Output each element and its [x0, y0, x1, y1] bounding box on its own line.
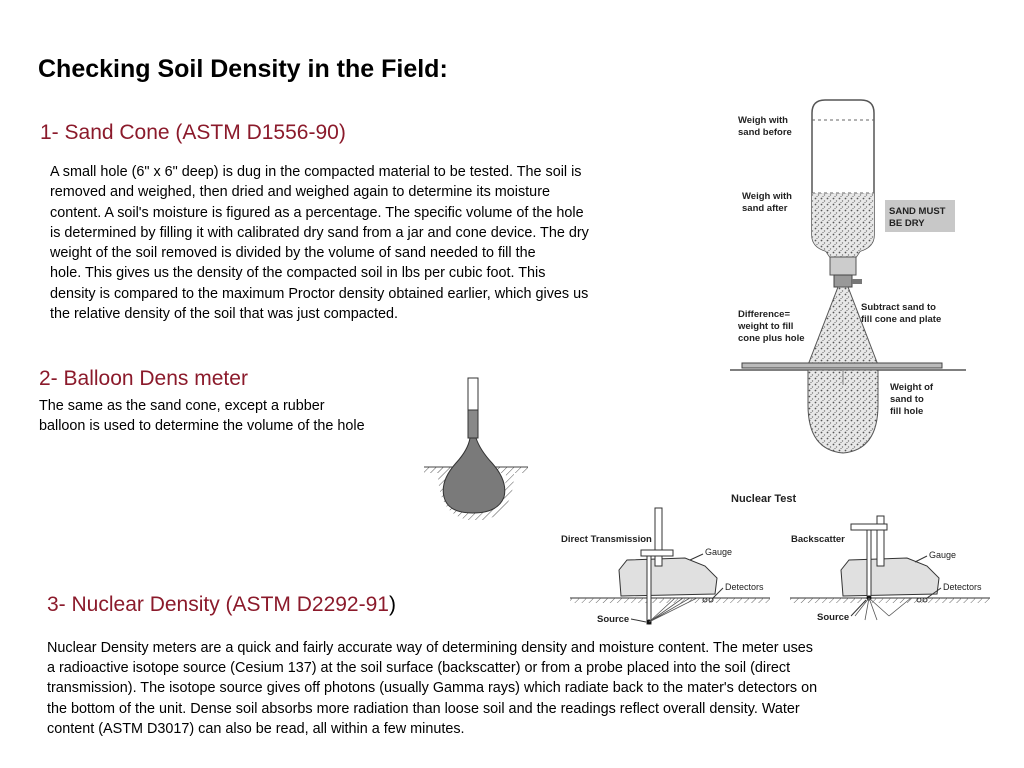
label-weigh-before-2: sand before — [738, 127, 792, 138]
section-heading-sand-cone: 1- Sand Cone (ASTM D1556-90) — [40, 121, 346, 144]
sand-cone-diagram — [730, 95, 966, 460]
nuclear-test-title: Nuclear Test — [731, 493, 797, 505]
label-difference-2: weight to fill — [738, 321, 794, 332]
label-direct-transmission: Direct Transmission — [561, 534, 652, 545]
base-plate — [742, 363, 942, 368]
label-weight-hole-2: sand to — [890, 394, 924, 405]
probe — [647, 556, 651, 624]
label-source: Source — [597, 614, 630, 625]
label-gauge: Gauge — [705, 547, 733, 557]
body-line: The same as the sand cone, except a rubber — [39, 398, 325, 414]
gauge-body — [619, 558, 717, 596]
body-line: the bottom of the unit. Dense soil absorbs more radiation than loose soil and the readings reflect overall density. Water — [47, 700, 800, 717]
backscatter-panel — [790, 516, 990, 623]
body-line: density is compared to the maximum Proctor density obtained earlier, which gives us — [50, 285, 589, 302]
nuclear-test-diagram — [555, 488, 995, 628]
body-line: content (ASTM D3017) can also be read, all within a few minutes. — [47, 720, 465, 737]
section-body-balloon — [39, 396, 439, 436]
section-heading-balloon: 2- Balloon Dens meter — [39, 367, 248, 390]
body-line: Nuclear Density meters are a quick and fairly accurate way of determining density and moisture content. The meter uses — [47, 640, 813, 656]
gauge-pointer — [915, 556, 927, 562]
direct-transmission-panel — [561, 508, 770, 625]
label-detectors: Detectors — [943, 582, 982, 592]
section-heading-nuclear-text: 3- Nuclear Density (ASTM D2292-91 — [47, 593, 389, 616]
jar-neck — [830, 257, 856, 275]
body-line: content. A soil's moisture is figured as a percentage. The specific volume of the hole — [50, 204, 584, 221]
handle — [641, 550, 673, 556]
label-weigh-after-1: Weigh with — [742, 191, 792, 202]
label-weigh-before-1: Weigh with — [738, 115, 788, 126]
ground-hatch — [790, 598, 990, 603]
body-line: weight of the soil removed is divided by the volume of sand needed to fill the — [50, 245, 536, 262]
gauge-pointer — [690, 554, 703, 560]
body-line: balloon is used to determine the volume of the hole — [39, 418, 365, 434]
ground-right — [496, 467, 528, 473]
label-weight-hole-1: Weight of — [890, 382, 934, 393]
valve-handle — [852, 279, 862, 284]
jar-sand — [812, 193, 874, 257]
section-body-nuclear — [47, 638, 977, 739]
body-line: transmission). The isotope source gives off photons (usually Gamma rays) which radiate back to the mater's detectors on — [47, 680, 818, 697]
probe-rod — [655, 508, 662, 566]
section-body-sand-cone — [50, 162, 700, 324]
section-heading-nuclear — [47, 593, 396, 617]
label-backscatter: Backscatter — [791, 534, 845, 545]
probe — [867, 530, 871, 596]
label-sand-must-2: BE DRY — [889, 218, 925, 229]
balloon-tube-fluid — [468, 410, 478, 438]
section-heading-nuclear-paren: ) — [388, 593, 396, 616]
label-subtract-2: fill cone and plate — [861, 314, 942, 325]
valve — [834, 275, 852, 287]
label-gauge: Gauge — [929, 550, 957, 560]
label-source: Source — [817, 612, 850, 623]
balloon-diagram — [422, 375, 530, 520]
label-weigh-after-2: sand after — [742, 203, 788, 214]
body-line: hole. This gives us the density of the compacted soil in lbs per cubic foot. This — [50, 265, 546, 282]
body-line: the relative density of the soil that was just compacted. — [50, 306, 398, 323]
body-line: is determined by filling it with calibrated dry sand from a jar and cone device. The dry — [50, 224, 589, 241]
source-pointer — [631, 619, 646, 622]
label-sand-must-1: SAND MUST — [889, 206, 946, 217]
body-line: removed and weighed, then dried and weighed again to determine its moisture — [50, 184, 550, 201]
balloon — [443, 438, 505, 513]
gauge-body — [841, 558, 939, 596]
handle — [851, 524, 887, 530]
label-detectors: Detectors — [725, 582, 764, 592]
body-line: a radioactive isotope source (Cesium 137) at the soil surface (backscatter) or from a probe placed into the soil (direct — [47, 660, 791, 677]
page-title: Checking Soil Density in the Field: — [38, 55, 448, 83]
label-subtract-1: Subtract sand to — [861, 302, 936, 313]
label-difference-1: Difference= — [738, 309, 791, 320]
label-difference-3: cone plus hole — [738, 333, 805, 344]
cone — [808, 287, 878, 365]
body-line: A small hole (6" x 6" deep) is dug in the compacted material to be tested. The soil is — [50, 164, 582, 180]
label-weight-hole-3: fill hole — [890, 406, 924, 417]
